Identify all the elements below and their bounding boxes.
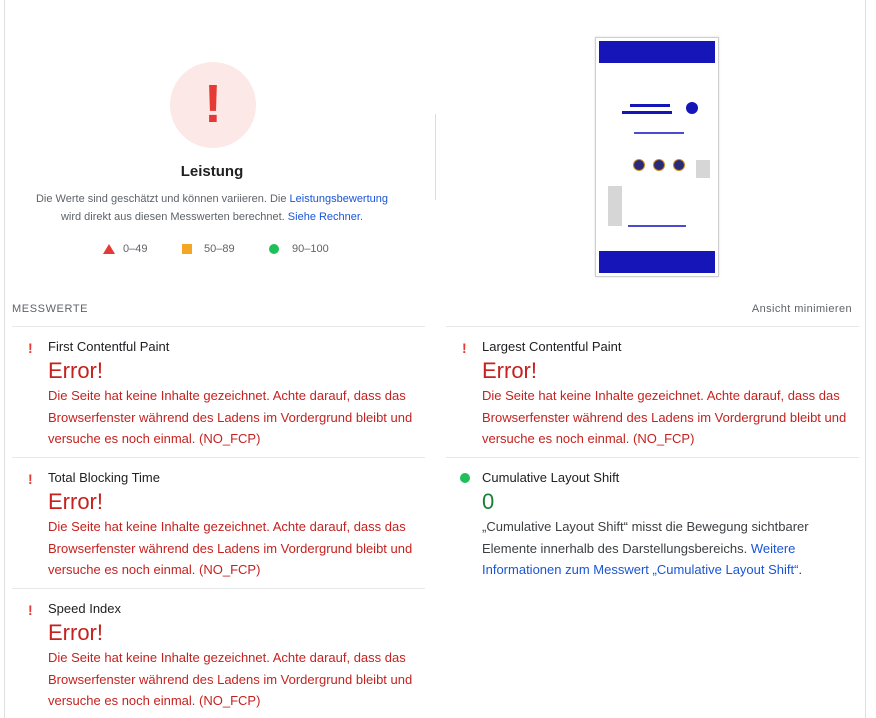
- metric-total-blocking-time: [12, 457, 425, 588]
- triangle-red-icon: [103, 244, 115, 254]
- thumbnail-circle-icon: [633, 159, 645, 171]
- metric-cumulative-layout-shift: [446, 457, 859, 588]
- score-title: Leistung: [180, 163, 244, 180]
- metric-message: Die Seite hat keine Inhalte gezeichnet. Achte darauf, dass das Browserfenster während des Ladens im Vordergrund bleibt und versuche es noch einmal. (NO_FCP): [48, 650, 413, 708]
- thumbnail-header-bar: [599, 41, 715, 63]
- circle-green-icon: [269, 244, 279, 254]
- metric-value: Error!: [48, 358, 103, 383]
- error-exclamation-icon: !: [204, 74, 222, 134]
- metric-name: Cumulative Layout Shift: [482, 470, 620, 485]
- thumbnail-subtitle-line: [634, 132, 684, 134]
- thumbnail-logo-badge: [686, 102, 698, 114]
- fail-exclamation-icon: !: [28, 340, 33, 356]
- legend-pass: 90–100: [269, 243, 329, 255]
- page-screenshot-thumbnail[interactable]: [595, 37, 719, 277]
- legend-fail: 0–49: [103, 243, 147, 255]
- cls-learn-more-link[interactable]: Weitere Informationen zum Messwert „Cumulative Layout Shift“: [482, 540, 799, 577]
- vertical-divider: [435, 114, 436, 200]
- metric-largest-contentful-paint: [446, 326, 859, 457]
- metric-message: „Cumulative Layout Shift“ misst die Bewegung sichtbarer Elemente innerhalb des Darstellungsbereichs. Weitere Informationen zum Messwert „Cumulative Layout Shift“.: [482, 519, 809, 577]
- fail-exclamation-icon: !: [28, 471, 33, 487]
- metric-name: First Contentful Paint: [48, 339, 170, 354]
- metric-value: Error!: [48, 620, 103, 645]
- metric-value: Error!: [482, 358, 537, 383]
- metric-message: Die Seite hat keine Inhalte gezeichnet. Achte darauf, dass das Browserfenster während des Ladens im Vordergrund bleibt und versuche es noch einmal. (NO_FCP): [482, 388, 847, 446]
- pass-circle-icon: [460, 473, 470, 483]
- performance-score-gauge[interactable]: [170, 62, 256, 148]
- fail-exclamation-icon: !: [28, 602, 33, 618]
- thumbnail-footer-bar: [599, 251, 715, 273]
- metric-value: Error!: [48, 489, 103, 514]
- metric-first-contentful-paint: [12, 326, 425, 457]
- metric-name: Total Blocking Time: [48, 470, 160, 485]
- metric-name: Largest Contentful Paint: [482, 339, 622, 354]
- thumbnail-title-line: [622, 111, 672, 114]
- thumbnail-image: [696, 160, 710, 178]
- thumbnail-image: [608, 186, 622, 226]
- metric-message: Die Seite hat keine Inhalte gezeichnet. Achte darauf, dass das Browserfenster während des Ladens im Vordergrund bleibt und versuche es noch einmal. (NO_FCP): [48, 519, 413, 577]
- thumbnail-circle-icon: [653, 159, 665, 171]
- metrics-heading: MESSWERTE: [12, 303, 89, 315]
- calculator-link[interactable]: Siehe Rechner: [287, 211, 360, 223]
- metric-name: Speed Index: [48, 601, 122, 616]
- metric-speed-index: [12, 588, 425, 718]
- square-orange-icon: [182, 244, 192, 254]
- thumbnail-circle-icon: [673, 159, 685, 171]
- metric-value: 0: [482, 489, 495, 514]
- legend-average: 50–89: [182, 243, 235, 255]
- collapse-view-toggle[interactable]: Ansicht minimieren: [751, 303, 852, 315]
- fail-exclamation-icon: !: [462, 340, 467, 356]
- thumbnail-link-row: [628, 225, 686, 227]
- performance-score-link[interactable]: Leistungsbewertung: [289, 193, 389, 205]
- metric-message: Die Seite hat keine Inhalte gezeichnet. Achte darauf, dass das Browserfenster während des Ladens im Vordergrund bleibt und versuche es noch einmal. (NO_FCP): [48, 388, 413, 446]
- thumbnail-title-line: [630, 104, 670, 107]
- score-description: Die Werte sind geschätzt und können variieren. Die Leistungsbewertung wird direkt aus diesen Messwerten berechnet. Siehe Rechner.: [35, 193, 389, 223]
